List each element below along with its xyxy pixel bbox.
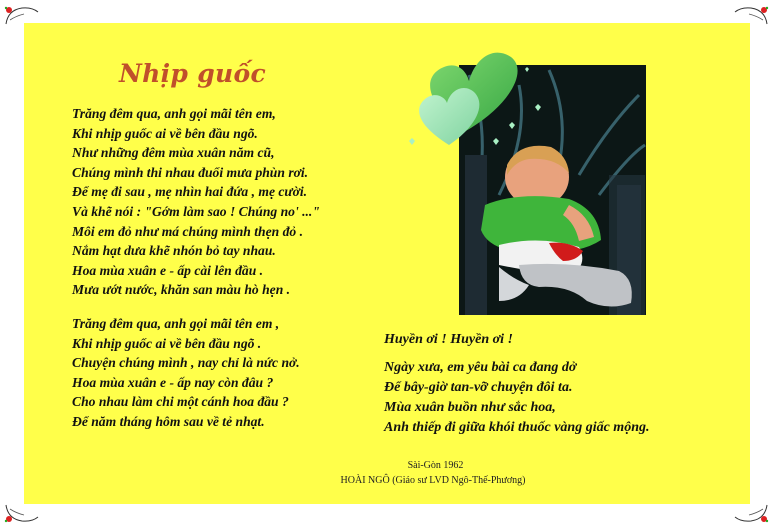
poem-line: Trăng đêm qua, anh gọi mãi tên em , <box>72 316 280 331</box>
poem-line: Trăng đêm qua, anh gọi mãi tên em, <box>72 106 276 121</box>
corner-ornament-bottom-left-icon <box>2 501 42 527</box>
poem-line: Anh thiếp đi giữa khói thuốc vàng giấc mộng. <box>384 420 650 435</box>
poem-line: Mưa ướt nước, khăn san màu hò hẹn . <box>72 282 291 298</box>
poem-line: Chúng mình thi nhau đuổi mưa phùn rơi. <box>72 164 309 180</box>
poem-right-section <box>384 330 650 438</box>
poem-card <box>24 23 750 504</box>
poem-line: Cho nhau làm chi một cánh hoa đầu ? <box>72 394 289 410</box>
signature-place-date: Sài-Gòn 1962 <box>407 460 464 471</box>
corner-ornament-bottom-right-icon <box>731 501 771 527</box>
poem-line: Như những đêm mùa xuân năm cũ, <box>72 145 275 161</box>
poem-line: Khi nhịp guốc ai về bên đầu ngõ. <box>72 125 258 141</box>
poem-line: Chuyện chúng mình , nay chỉ là nức nở. <box>72 355 300 371</box>
green-hearts-icon <box>389 37 544 157</box>
poem-line: Để bây-giờ tan-vỡ chuyện đôi ta. <box>384 380 573 395</box>
poem-line: Khi nhịp guốc ai về bên đầu ngõ . <box>72 335 262 351</box>
poem-line: Để mẹ đi sau , mẹ nhìn hai đứa , mẹ cười. <box>72 184 308 200</box>
poem-line: Mùa xuân buồn như sắc hoa, <box>384 400 556 415</box>
poem-line: Để năm tháng hôm sau về tẻ nhạt. <box>72 413 265 429</box>
poem-title: Nhịp guốc <box>119 59 266 88</box>
poem-line: Ngày xưa, em yêu bài ca đang dở <box>384 360 577 375</box>
poem-stanza-2 <box>72 314 300 432</box>
poem-line: Hoa mùa xuân e - ấp nay còn đâu ? <box>72 374 274 390</box>
poem-line: Và khẽ nói : "Gớm làm sao ! Chúng no' ..." <box>72 203 320 219</box>
poem-stanza-1 <box>72 104 320 300</box>
poem-line: Nắm hạt dưa khẽ nhón bỏ tay nhau. <box>72 243 276 259</box>
poem-line: Môi em đỏ như má chúng mình thẹn đỏ . <box>72 223 303 239</box>
poem-greeting: Huyền ơi ! Huyền ơi ! <box>384 332 513 347</box>
poem-line: Hoa mùa xuân e - ấp cài lên đầu . <box>72 262 264 278</box>
signature-author: HOÀI NGÔ (Giáo sư LVD Ngô-Thế-Phương) <box>340 475 526 486</box>
